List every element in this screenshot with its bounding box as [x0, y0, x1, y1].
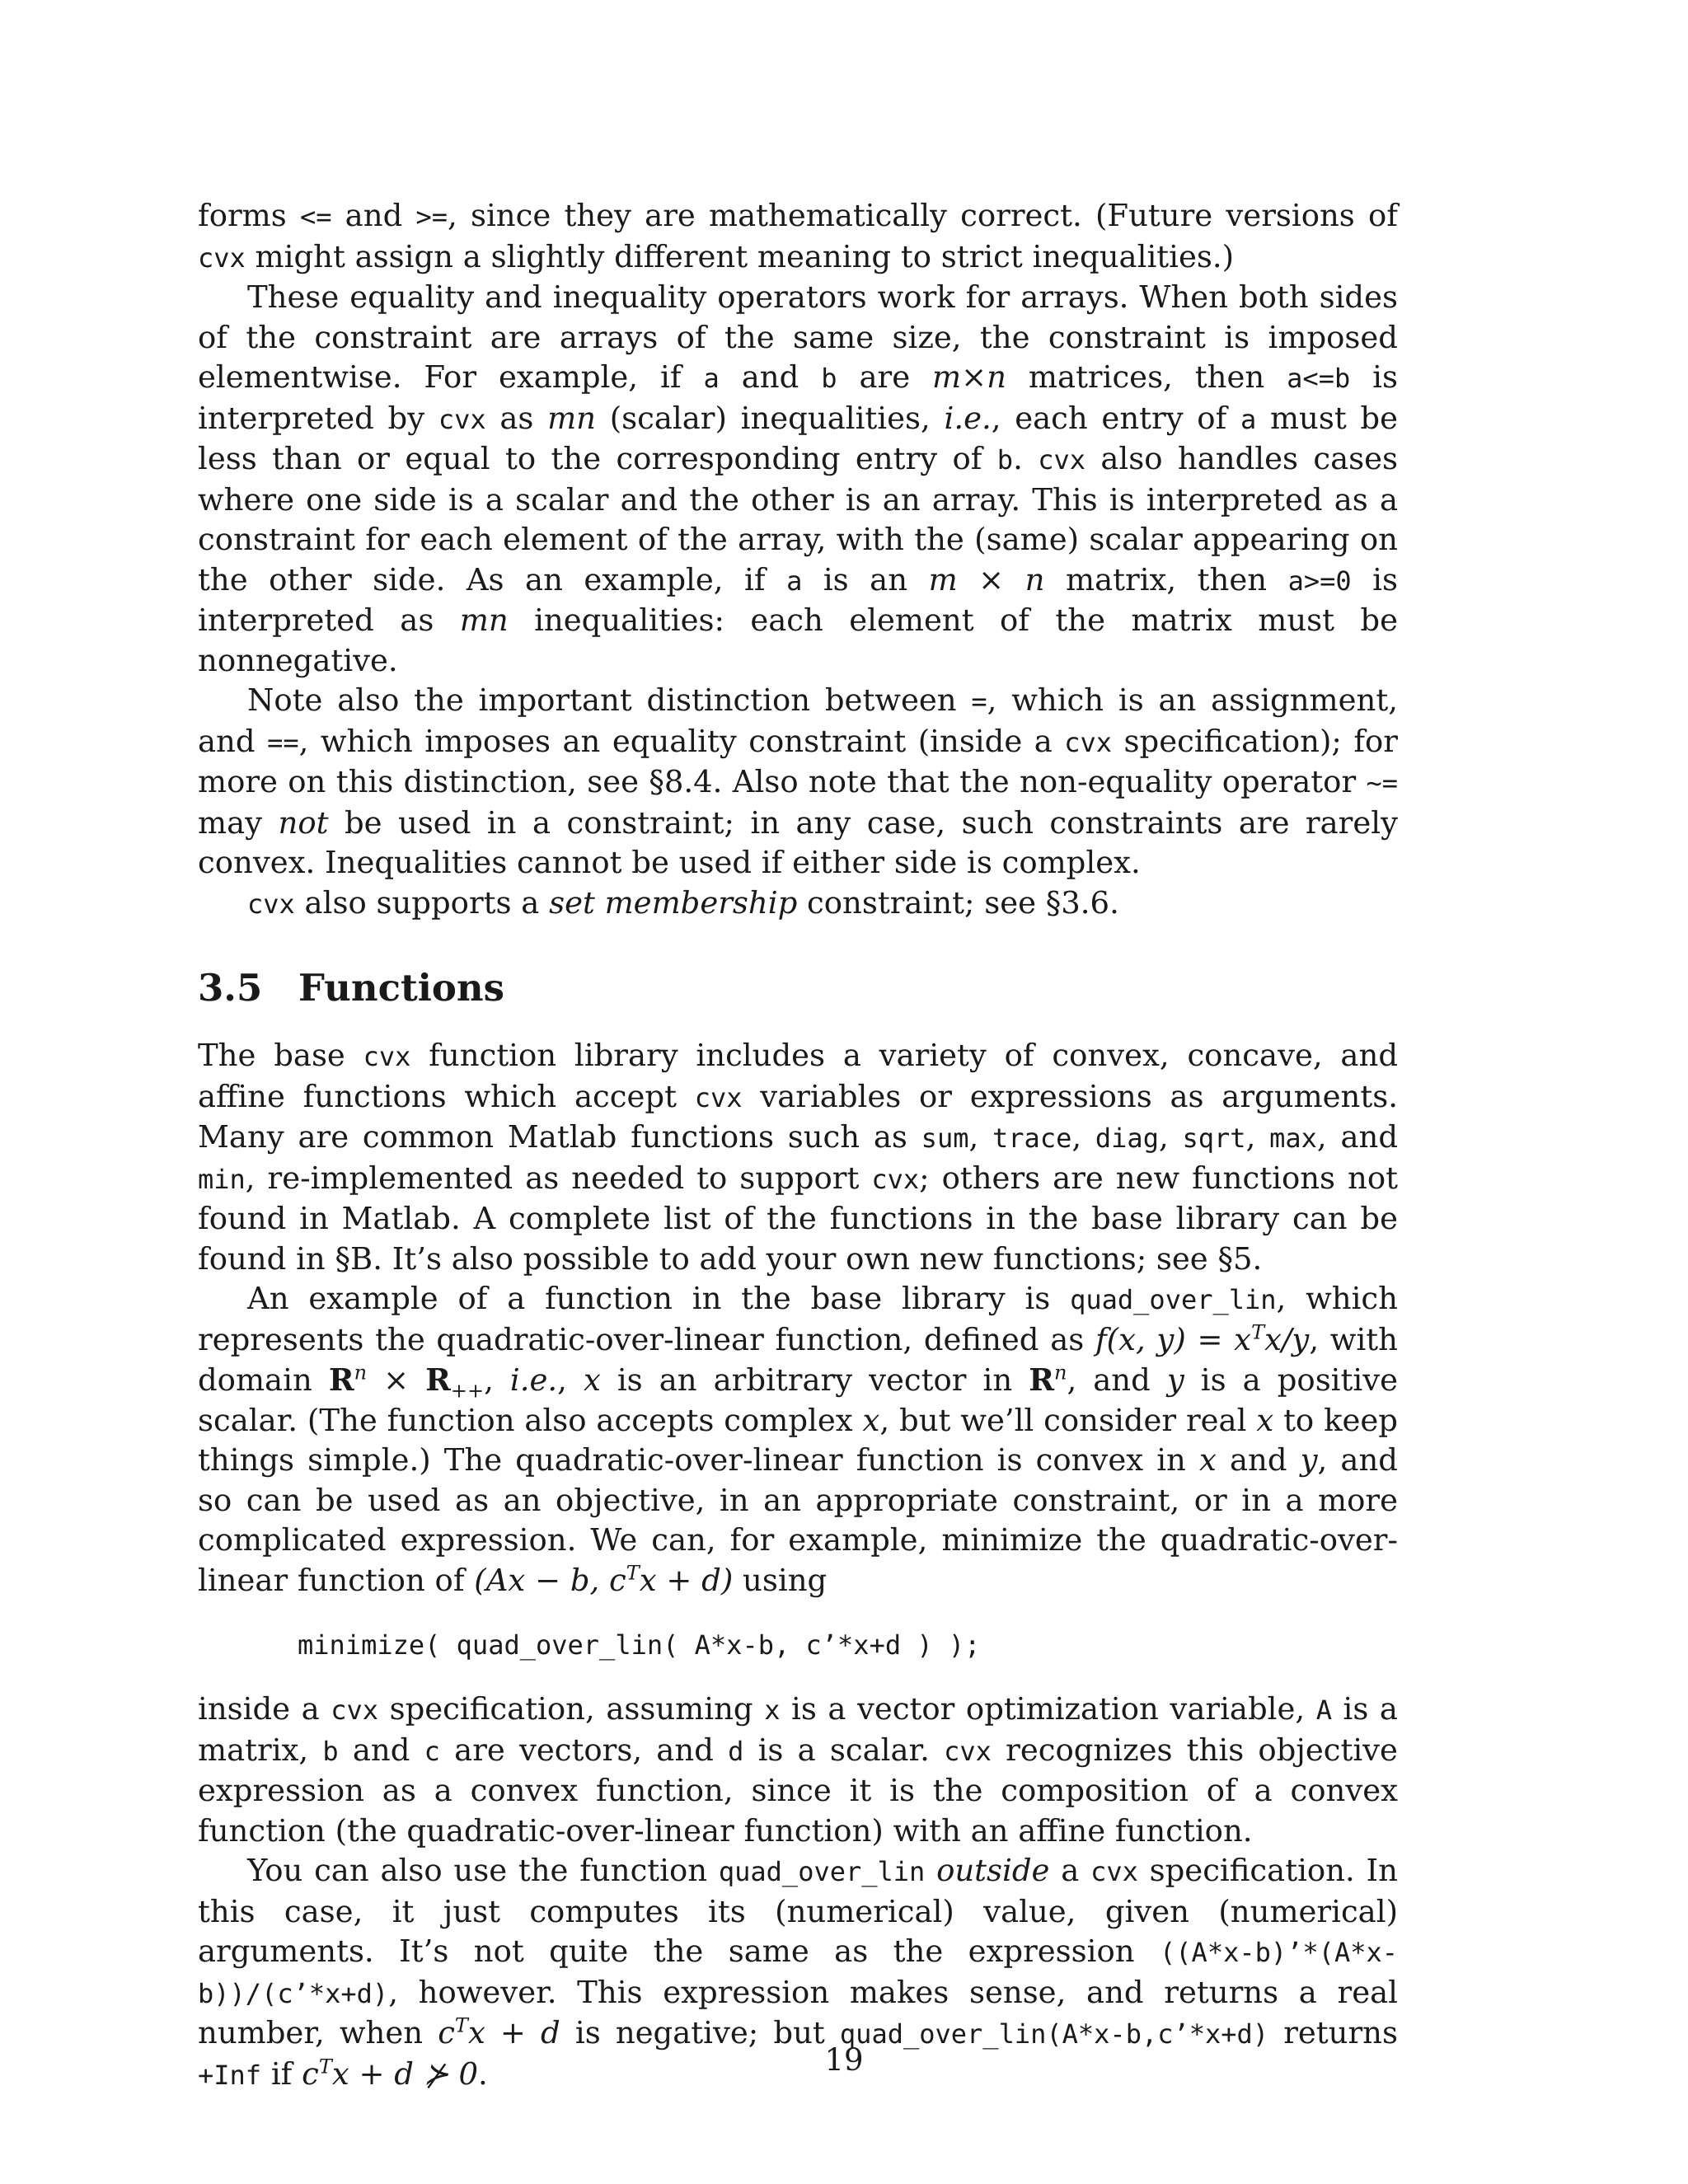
text: is interpreted by [198, 359, 1398, 436]
code-inline: = [971, 686, 987, 717]
text: and [719, 359, 822, 395]
text: is an [802, 561, 929, 598]
text: , with domain [198, 1321, 1398, 1398]
paragraph-6 [198, 1279, 1398, 1601]
text: , [968, 1119, 993, 1155]
code-inline: max [1269, 1122, 1317, 1154]
code-inline: == [267, 726, 299, 758]
text: ; others are new functions not found in Matlab. A complete list of the functions in the base library can be found in §B. It’s also possible to add your own new functions; see §5. [198, 1160, 1399, 1277]
text: variables or expressions as arguments. Many are common Matlab functions such as [198, 1078, 1398, 1155]
math-superscript: T [454, 2013, 468, 2037]
code-inline: a<=b [1287, 363, 1351, 394]
text: An example of a function in the base library is [247, 1281, 1071, 1316]
paragraph-5 [198, 1036, 1398, 1279]
code-inline: <= [299, 201, 332, 232]
text: , since they are mathematically correct. (Future versions of [448, 198, 1398, 233]
text: constraint; see §3.6. [797, 884, 1119, 921]
text: . [1013, 441, 1039, 476]
code-inline: quad_over_lin [718, 1856, 926, 1887]
text: , [1071, 1119, 1095, 1155]
text [925, 1853, 936, 1888]
text: matrices, then [1006, 359, 1287, 395]
text: using [733, 1562, 828, 1598]
code-inline: trace [992, 1122, 1072, 1154]
text: These equality and inequality operators work for arrays. When both sides of the constraint are arrays of the same size, the constraint is imposed elementwise. For example, if [198, 279, 1398, 395]
text: , which imposes an equality constraint (inside a [298, 723, 1065, 759]
text: is a matrix, [198, 1691, 1398, 1768]
code-inline: b [821, 363, 837, 394]
text: Note also the important distinction between [247, 682, 972, 718]
math-superscript: n [354, 1361, 368, 1385]
code-inline: c [424, 1735, 440, 1767]
text: may [198, 804, 279, 841]
code-block: minimize( quad_over_lin( A*x-b, c’*x+d ) ); [298, 1629, 981, 1661]
page-number: 19 [824, 2042, 864, 2078]
text: and [1216, 1442, 1301, 1478]
math: x [583, 1362, 601, 1398]
emphasis: outside [936, 1853, 1050, 1888]
code-inline: b [322, 1735, 339, 1767]
code-inline: ((A*x-b)’*(A*x-b))/(c’*x+d) [198, 1937, 1398, 2009]
text: , however. This expression makes sense, and returns a real number, when [198, 1974, 1398, 2050]
code-inline: cvx [198, 241, 246, 274]
text: The base [198, 1038, 363, 1073]
paragraph-2 [198, 278, 1398, 681]
paragraph-4 [198, 883, 1398, 925]
text: , and [1067, 1362, 1167, 1398]
code-inline: quad_over_lin [1070, 1284, 1277, 1315]
section-title: Functions [298, 966, 504, 1010]
text: is a positive scalar. (The function also accepts complex [198, 1362, 1399, 1438]
text: You can also use the function [247, 1853, 719, 1888]
code-inline: cvx [1090, 1856, 1138, 1887]
math: c [438, 2015, 455, 2050]
math-superscript: T [318, 2055, 332, 2079]
text: must be less than or equal to the corresponding entry of [198, 400, 1399, 476]
code-inline: A [1315, 1694, 1332, 1726]
text: specification. In this case, it just computes its (numerical) value, given (numerical) arguments. It’s not quite the same as the expression [198, 1853, 1398, 1969]
code-inline: sum [921, 1122, 969, 1154]
code-inline: a [703, 363, 720, 394]
text: a [1049, 1853, 1091, 1888]
math: f(x, y) = x [1095, 1321, 1252, 1357]
text: returns [1268, 2015, 1398, 2050]
code-inline: cvx [871, 1163, 920, 1195]
text: function library includes a variety of convex, concave, and affine functions which accept [198, 1038, 1399, 1114]
code-inline: cvx [438, 403, 486, 435]
text: , [1158, 1119, 1183, 1155]
math: x [1256, 1402, 1274, 1438]
math: x [862, 1402, 880, 1438]
code-inline: cvx [331, 1694, 379, 1726]
text: × [367, 1362, 426, 1398]
code-inline: b [996, 444, 1014, 476]
code-inline: cvx [944, 1735, 992, 1767]
math-bold: R [328, 1361, 354, 1398]
text: , [1245, 1119, 1270, 1155]
text: , re-implemented as needed to support [245, 1160, 872, 1196]
math: c [302, 2055, 319, 2092]
text: , which represents the quadratic-over-linear function, defined as [198, 1281, 1398, 1357]
paragraph-3 [198, 681, 1398, 883]
text: is negative; but [560, 2015, 840, 2050]
math: mn [459, 602, 509, 638]
text: is interpreted as [198, 561, 1398, 638]
text: also supports a [294, 884, 550, 921]
text: is an arbitrary vector in [600, 1362, 1029, 1398]
paragraph-7 [198, 1690, 1398, 1851]
text: is a scalar. [743, 1732, 945, 1768]
text: if [261, 2055, 302, 2092]
code-inline: x [764, 1694, 781, 1726]
math: x + d [467, 2015, 560, 2050]
text: recognizes this objective expression as a convex function, since it is the composition of a convex function (the quadratic-over-linear function) with an affine function. [198, 1732, 1398, 1849]
text: also handles cases where one side is a scalar and the other is an array. This is interpreted as a constraint for each element of the array, with the (same) scalar appearing on the other side. As an example, if [198, 441, 1398, 598]
text: , which is an assignment, and [198, 682, 1398, 759]
math: m×n [932, 359, 1006, 395]
math: y [1300, 1442, 1318, 1478]
emphasis: i.e. [509, 1362, 558, 1398]
text: , [557, 1362, 584, 1398]
math: x [1198, 1442, 1217, 1478]
emphasis: set membership [549, 884, 798, 921]
emphasis: not [278, 804, 329, 841]
math: m × n [928, 561, 1045, 598]
code-inline: diag [1095, 1122, 1159, 1154]
text: inequalities: each element of the matrix must be nonnegative. [198, 602, 1399, 678]
text: is a vector optimization variable, [780, 1691, 1316, 1727]
code-inline: >= [415, 201, 448, 232]
code-inline: d [728, 1735, 744, 1767]
text: are vectors, and [439, 1732, 729, 1768]
math: x + d ⊁ 0 [331, 2055, 479, 2092]
text: matrix, then [1044, 561, 1288, 598]
text: and [331, 198, 416, 233]
math-superscript: T [1251, 1320, 1265, 1344]
text: to keep things simple.) The quadratic-over-linear function is convex in [198, 1402, 1398, 1478]
math: mn [547, 400, 596, 436]
text: , each entry of [991, 400, 1240, 436]
code-inline: min [198, 1163, 246, 1195]
code-inline: a [1240, 403, 1257, 435]
text: be used in a constraint; in any case, such constraints are rarely convex. Inequalities cannot be used if either side is complex. [198, 804, 1398, 880]
math-superscript: n [1053, 1361, 1067, 1385]
code-inline: quad_over_lin(A*x-b,c’*x+d) [839, 2018, 1269, 2050]
code-inline: a>=0 [1287, 565, 1352, 597]
text: , but we’ll consider real [879, 1402, 1257, 1438]
code-inline: cvx [247, 888, 295, 920]
text: (scalar) inequalities, [596, 400, 945, 436]
code-inline: +Inf [198, 2059, 262, 2091]
math: x/y [1264, 1321, 1310, 1357]
code-inline: cvx [1038, 444, 1085, 476]
code-inline: ~= [1366, 767, 1398, 799]
code-inline: sqrt [1182, 1122, 1246, 1154]
code-inline: a [786, 565, 803, 597]
math-bold: R [425, 1361, 451, 1398]
emphasis: i.e. [944, 400, 992, 436]
code-inline: cvx [1064, 726, 1113, 758]
text: inside a [198, 1691, 331, 1727]
text: specification); for more on this distinction, see §8.4. Also note that the non-equality operator [198, 723, 1398, 799]
text: forms [198, 198, 300, 233]
code-inline: cvx [363, 1041, 411, 1072]
math-subscript: ++ [450, 1379, 485, 1403]
text: specification, assuming [378, 1691, 765, 1727]
math: y [1166, 1362, 1184, 1398]
text: , [484, 1362, 510, 1398]
math-bold: R [1029, 1361, 1054, 1398]
code-inline: cvx [694, 1081, 743, 1113]
math-superscript: T [626, 1561, 640, 1585]
text: are [837, 359, 933, 395]
section-number: 3.5 [198, 966, 263, 1010]
text: , and so can be used as an objective, in an appropriate constraint, or in a more complicated expression. We can, for example, minimize the quadratic-over-linear function of [198, 1442, 1398, 1598]
paragraph-1 [198, 196, 1398, 278]
section-heading [198, 963, 1398, 1013]
text: as [485, 400, 548, 436]
math: (Ax − b, c [474, 1562, 626, 1598]
text: . [478, 2055, 488, 2092]
math: x + d) [639, 1562, 734, 1598]
text: , and [1316, 1119, 1399, 1155]
text: might assign a slightly different meaning to strict inequalities.) [245, 238, 1235, 274]
page-body [198, 196, 1398, 2095]
text: and [338, 1732, 424, 1768]
